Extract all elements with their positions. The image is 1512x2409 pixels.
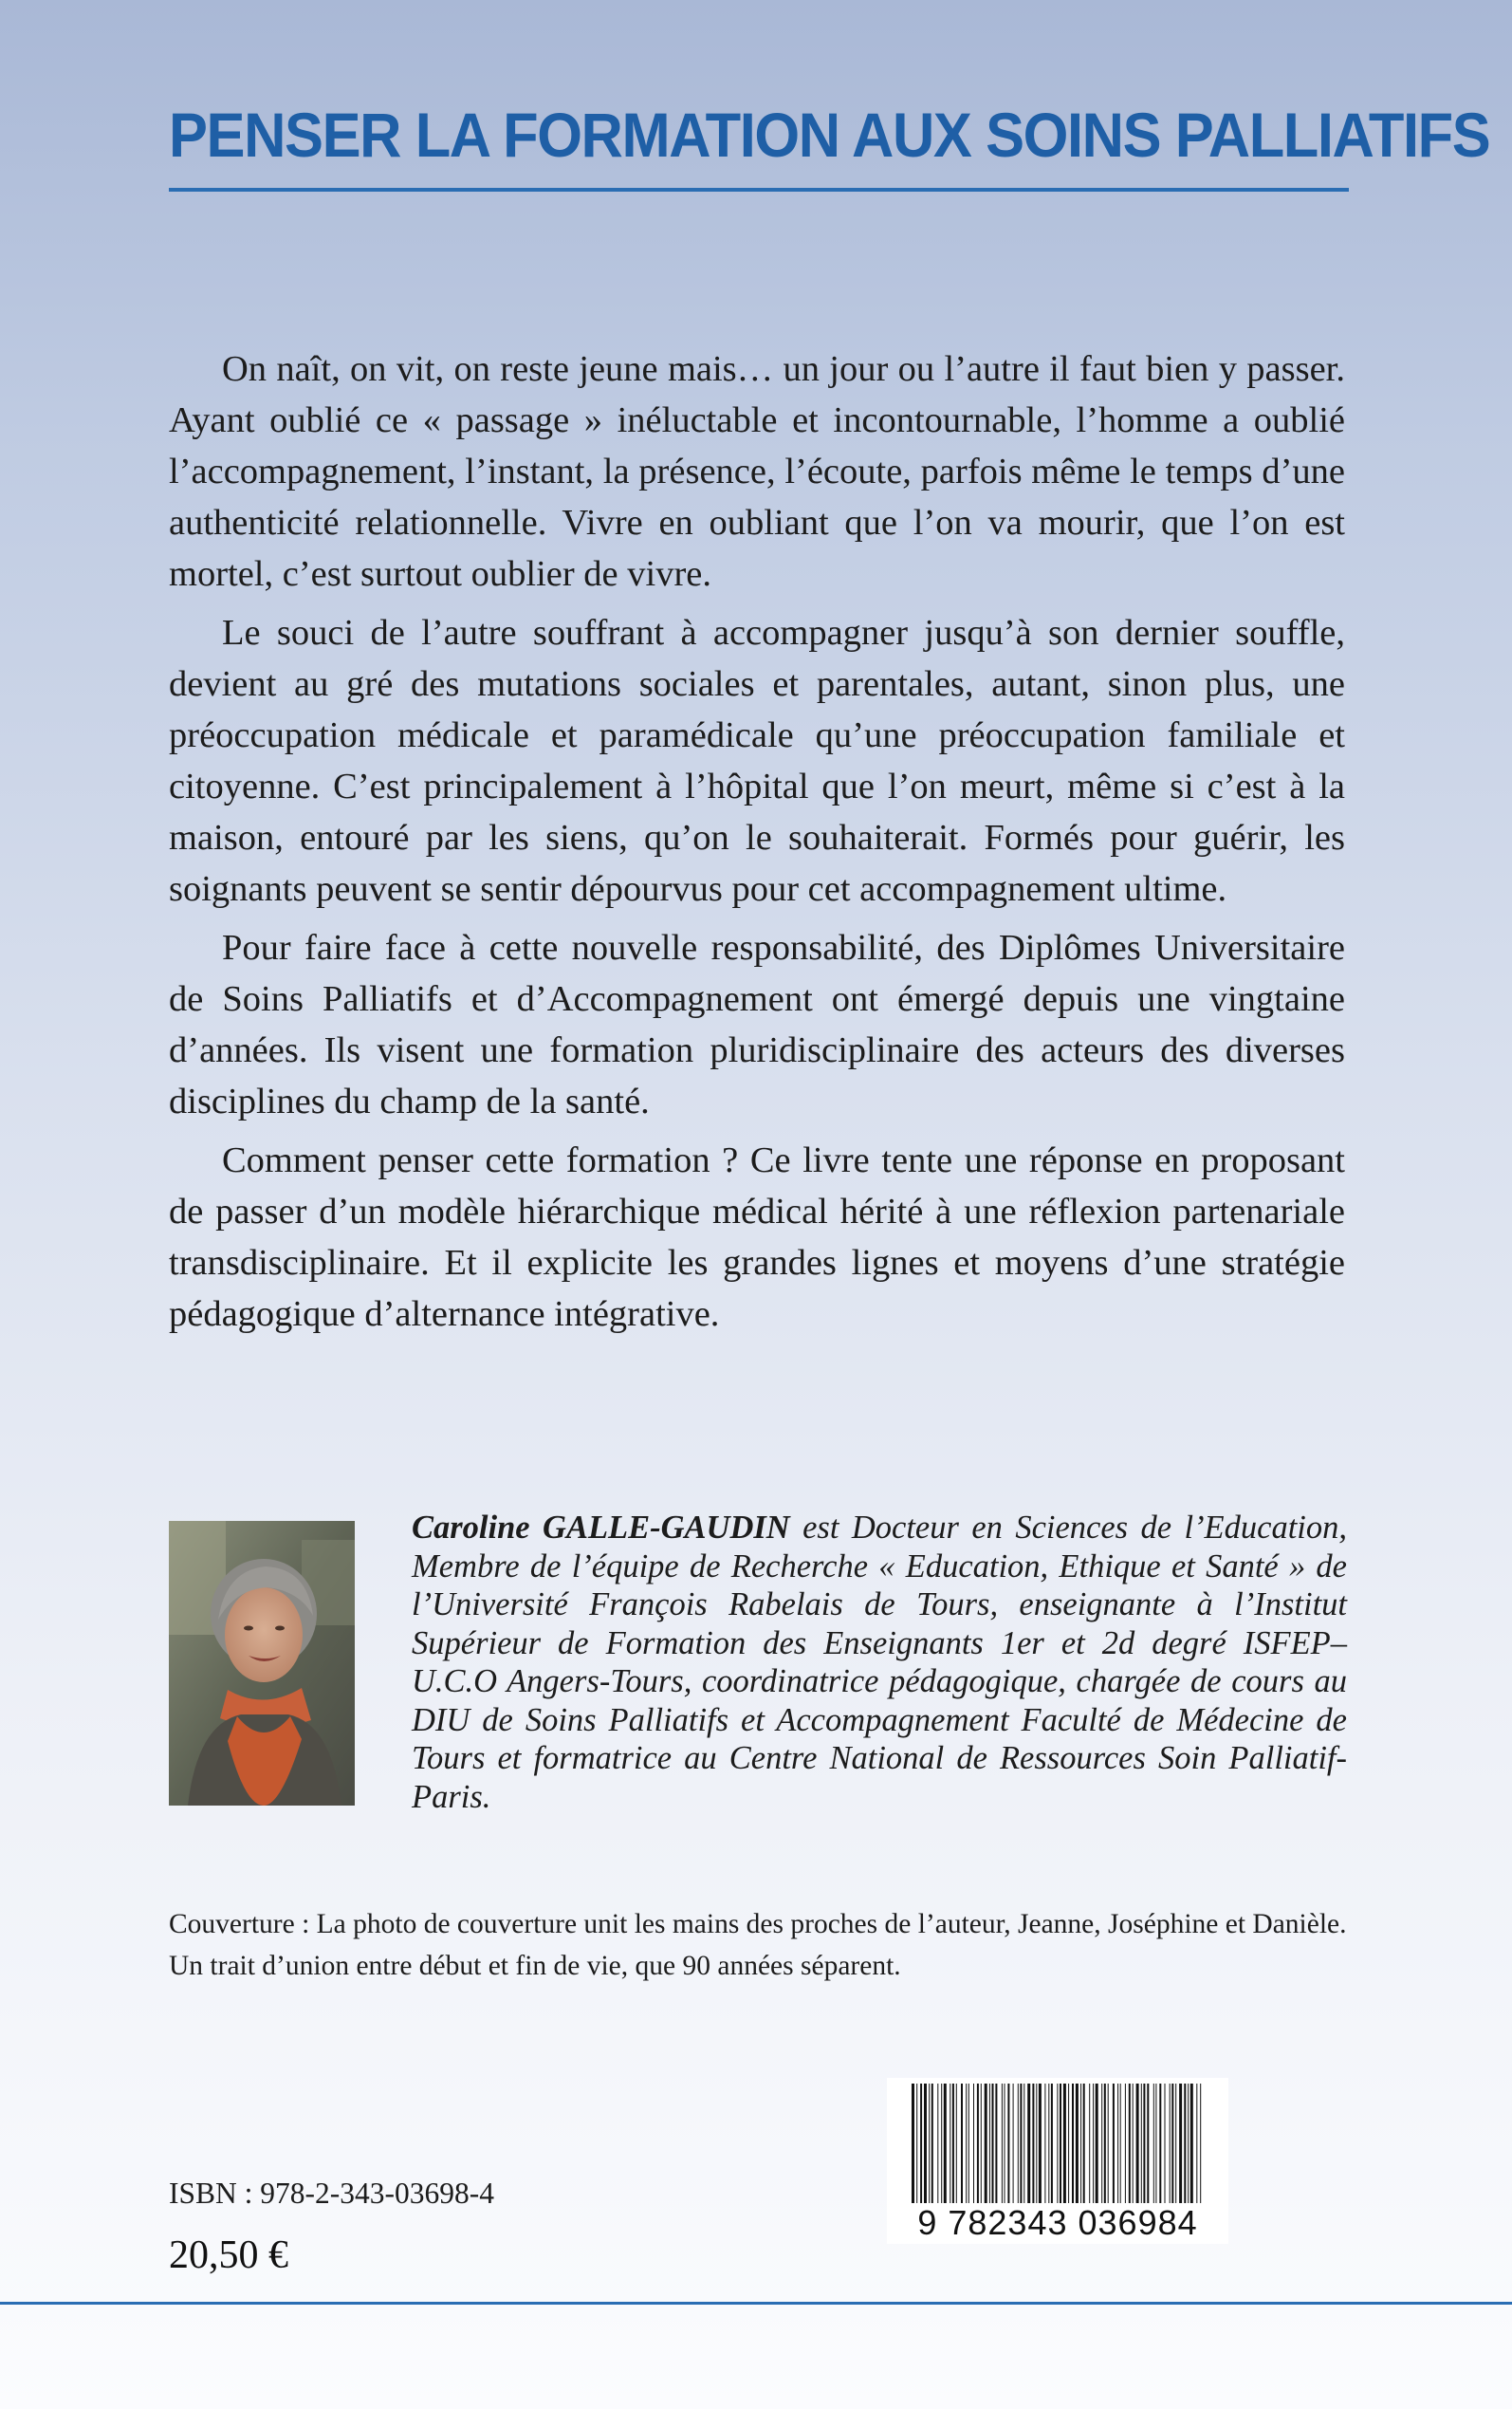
blurb	[169, 343, 1345, 1347]
barcode-bar	[1083, 2084, 1085, 2203]
barcode-bar	[1170, 2084, 1171, 2203]
barcode-bar	[992, 2084, 994, 2203]
barcode-bar	[1096, 2084, 1098, 2203]
barcode-bar	[1101, 2084, 1102, 2203]
barcode-bar	[1120, 2084, 1121, 2203]
barcode-bars	[912, 2084, 1204, 2203]
barcode-bar	[981, 2084, 982, 2203]
barcode-bar	[952, 2084, 954, 2203]
barcode-bar	[989, 2084, 990, 2203]
barcode-bar	[931, 2084, 933, 2203]
barcode-bar	[1018, 2084, 1019, 2203]
cover-credit: Couverture : La photo de couverture unit les mains des proches de l’auteur, Jeanne, Joséphine et Danièle. Un trait d’union entre début et fin de vie, que 90 années séparent.	[169, 1909, 1347, 1981]
barcode-bar	[1113, 2084, 1115, 2203]
author-portrait-image	[169, 1521, 355, 1806]
barcode-bar	[1129, 2084, 1131, 2203]
barcode-bar	[1051, 2084, 1053, 2203]
price: 20,50 €	[169, 2233, 288, 2277]
barcode-bar	[944, 2084, 947, 2203]
barcode-bar	[995, 2084, 997, 2203]
barcode-bar	[961, 2084, 963, 2203]
barcode-bar	[1080, 2084, 1081, 2203]
barcode-bar	[924, 2084, 927, 2203]
barcode-bar	[1108, 2084, 1109, 2203]
barcode-bar	[1125, 2084, 1126, 2203]
barcode-bar	[1089, 2084, 1090, 2203]
blurb-paragraph: Le souci de l’autre souffrant à accompagner jusqu’à son dernier souffle, devient au gré des mutations sociales et parentales, autant, sinon plus, une préoccupation médicale et paramédicale qu’une préoccupation familiale et citoyenne. C’est principalement à l’hôpital que l’on meurt, même si c’est à la maison, entouré par les siens, qu’on le souhaiterait. Formés pour guérir, les soignants peuvent se sentir dépourvus pour cet accompagnement ultime.	[169, 613, 1345, 909]
isbn: ISBN : 978-2-343-03698-4	[169, 2177, 494, 2210]
blurb-paragraph: Comment penser cette formation ? Ce livre tente une réponse en proposant de passer d’un modèle hiérarchique médical hérité à une réflexion partenariale transdisciplinaire. Et il explicite les grandes lignes et moyens d’une stratégie pédagogique d’alternance intégrative.	[169, 1140, 1345, 1334]
barcode-bar	[1057, 2084, 1058, 2203]
barcode-bar	[1184, 2084, 1186, 2203]
barcode-bar	[1196, 2084, 1197, 2203]
barcode-bar	[1117, 2084, 1118, 2203]
barcode-bar	[1007, 2084, 1009, 2203]
barcode-bar	[912, 2084, 914, 2203]
barcode-bar	[1020, 2084, 1022, 2203]
barcode-bar	[1175, 2084, 1176, 2203]
barcode-bar	[1068, 2084, 1069, 2203]
barcode-bar	[1171, 2084, 1173, 2203]
barcode-bar	[1159, 2084, 1161, 2203]
barcode-bar	[1155, 2084, 1156, 2203]
bottom-rule	[0, 2302, 1512, 2305]
barcode	[887, 2078, 1228, 2244]
barcode-bar	[1072, 2084, 1074, 2203]
barcode-bar	[977, 2084, 979, 2203]
barcode-bar	[1200, 2084, 1201, 2203]
barcode-bar	[1036, 2084, 1037, 2203]
author-bio-text: est Docteur en Sciences de l’Education, Membre de l’équipe de Recherche « Education, Ethique et Santé » de l’Université François Rabelais de Tours, enseignante à l’Institut Supérieur de Formation des Enseignants 1er et 2d degré ISFEP–U.C.O Angers-Tours, coordinatrice pédagogique, chargée de cours au DIU de Soins Palliatifs et Accompagnement Faculté de Médecine de Tours et formatrice au Centre National de Ressources Soin Palliatif- Paris.	[412, 1510, 1347, 1815]
barcode-bar	[1141, 2084, 1142, 2203]
author-photo	[169, 1521, 355, 1806]
barcode-bar	[985, 2084, 987, 2203]
author-name: Caroline GALLE-GAUDIN	[412, 1510, 790, 1546]
barcode-bar	[1179, 2084, 1182, 2203]
barcode-bar	[956, 2084, 957, 2203]
barcode-bar	[1147, 2084, 1149, 2203]
barcode-bar	[1027, 2084, 1030, 2203]
book-title: PENSER LA FORMATION AUX SOINS PALLIATIFS	[169, 100, 1490, 170]
barcode-bar	[968, 2084, 969, 2203]
barcode-bar	[1153, 2084, 1154, 2203]
barcode-bar	[1002, 2084, 1003, 2203]
barcode-bar	[1032, 2084, 1034, 2203]
barcode-bar	[1104, 2084, 1106, 2203]
barcode-bar	[966, 2084, 967, 2203]
barcode-bar	[1063, 2084, 1066, 2203]
barcode-bar	[1013, 2084, 1014, 2203]
barcode-bar	[937, 2084, 938, 2203]
barcode-bar	[1143, 2084, 1145, 2203]
barcode-bar	[1136, 2084, 1139, 2203]
barcode-bar	[973, 2084, 974, 2203]
barcode-bar	[916, 2084, 917, 2203]
barcode-bar	[1076, 2084, 1079, 2203]
barcode-bar	[941, 2084, 942, 2203]
author-bio	[412, 1509, 1347, 1816]
barcode-bar	[1023, 2084, 1024, 2203]
barcode-bar	[1190, 2084, 1193, 2203]
blurb-paragraph: On naît, on vit, on reste jeune mais… un jour ou l’autre il faut bien y passer. Ayant oublié ce « passage » inéluctable et incontournable, l’homme a oublié l’accompagnement, l’instant, la présence, l’écoute, parfois même le temps d’une authenticité relationnelle. Vivre en oubliant que l’on va mourir, que l’on est mortel, c’est surtout oublier de vivre.	[169, 349, 1345, 594]
barcode-digits: 9 782343 036984	[917, 2203, 1198, 2242]
barcode-bar	[929, 2084, 930, 2203]
barcode-bar	[1188, 2084, 1189, 2203]
barcode-bar	[920, 2084, 922, 2203]
barcode-bar	[1133, 2084, 1134, 2203]
barcode-bar	[1039, 2084, 1042, 2203]
title-underline	[169, 188, 1349, 192]
barcode-bar	[1093, 2084, 1094, 2203]
barcode-bar	[1165, 2084, 1166, 2203]
barcode-bar	[1044, 2084, 1045, 2203]
barcode-bar	[1048, 2084, 1049, 2203]
barcode-bar	[1060, 2084, 1061, 2203]
blurb-paragraph: Pour faire face à cette nouvelle responsabilité, des Diplômes Universitaire de Soins Palliatifs et d’Accompagnement ont émergé depuis une vingtaine d’années. Ils visent une formation pluridisciplinaire des acteurs des diverses disciplines du champ de la santé.	[169, 928, 1345, 1121]
